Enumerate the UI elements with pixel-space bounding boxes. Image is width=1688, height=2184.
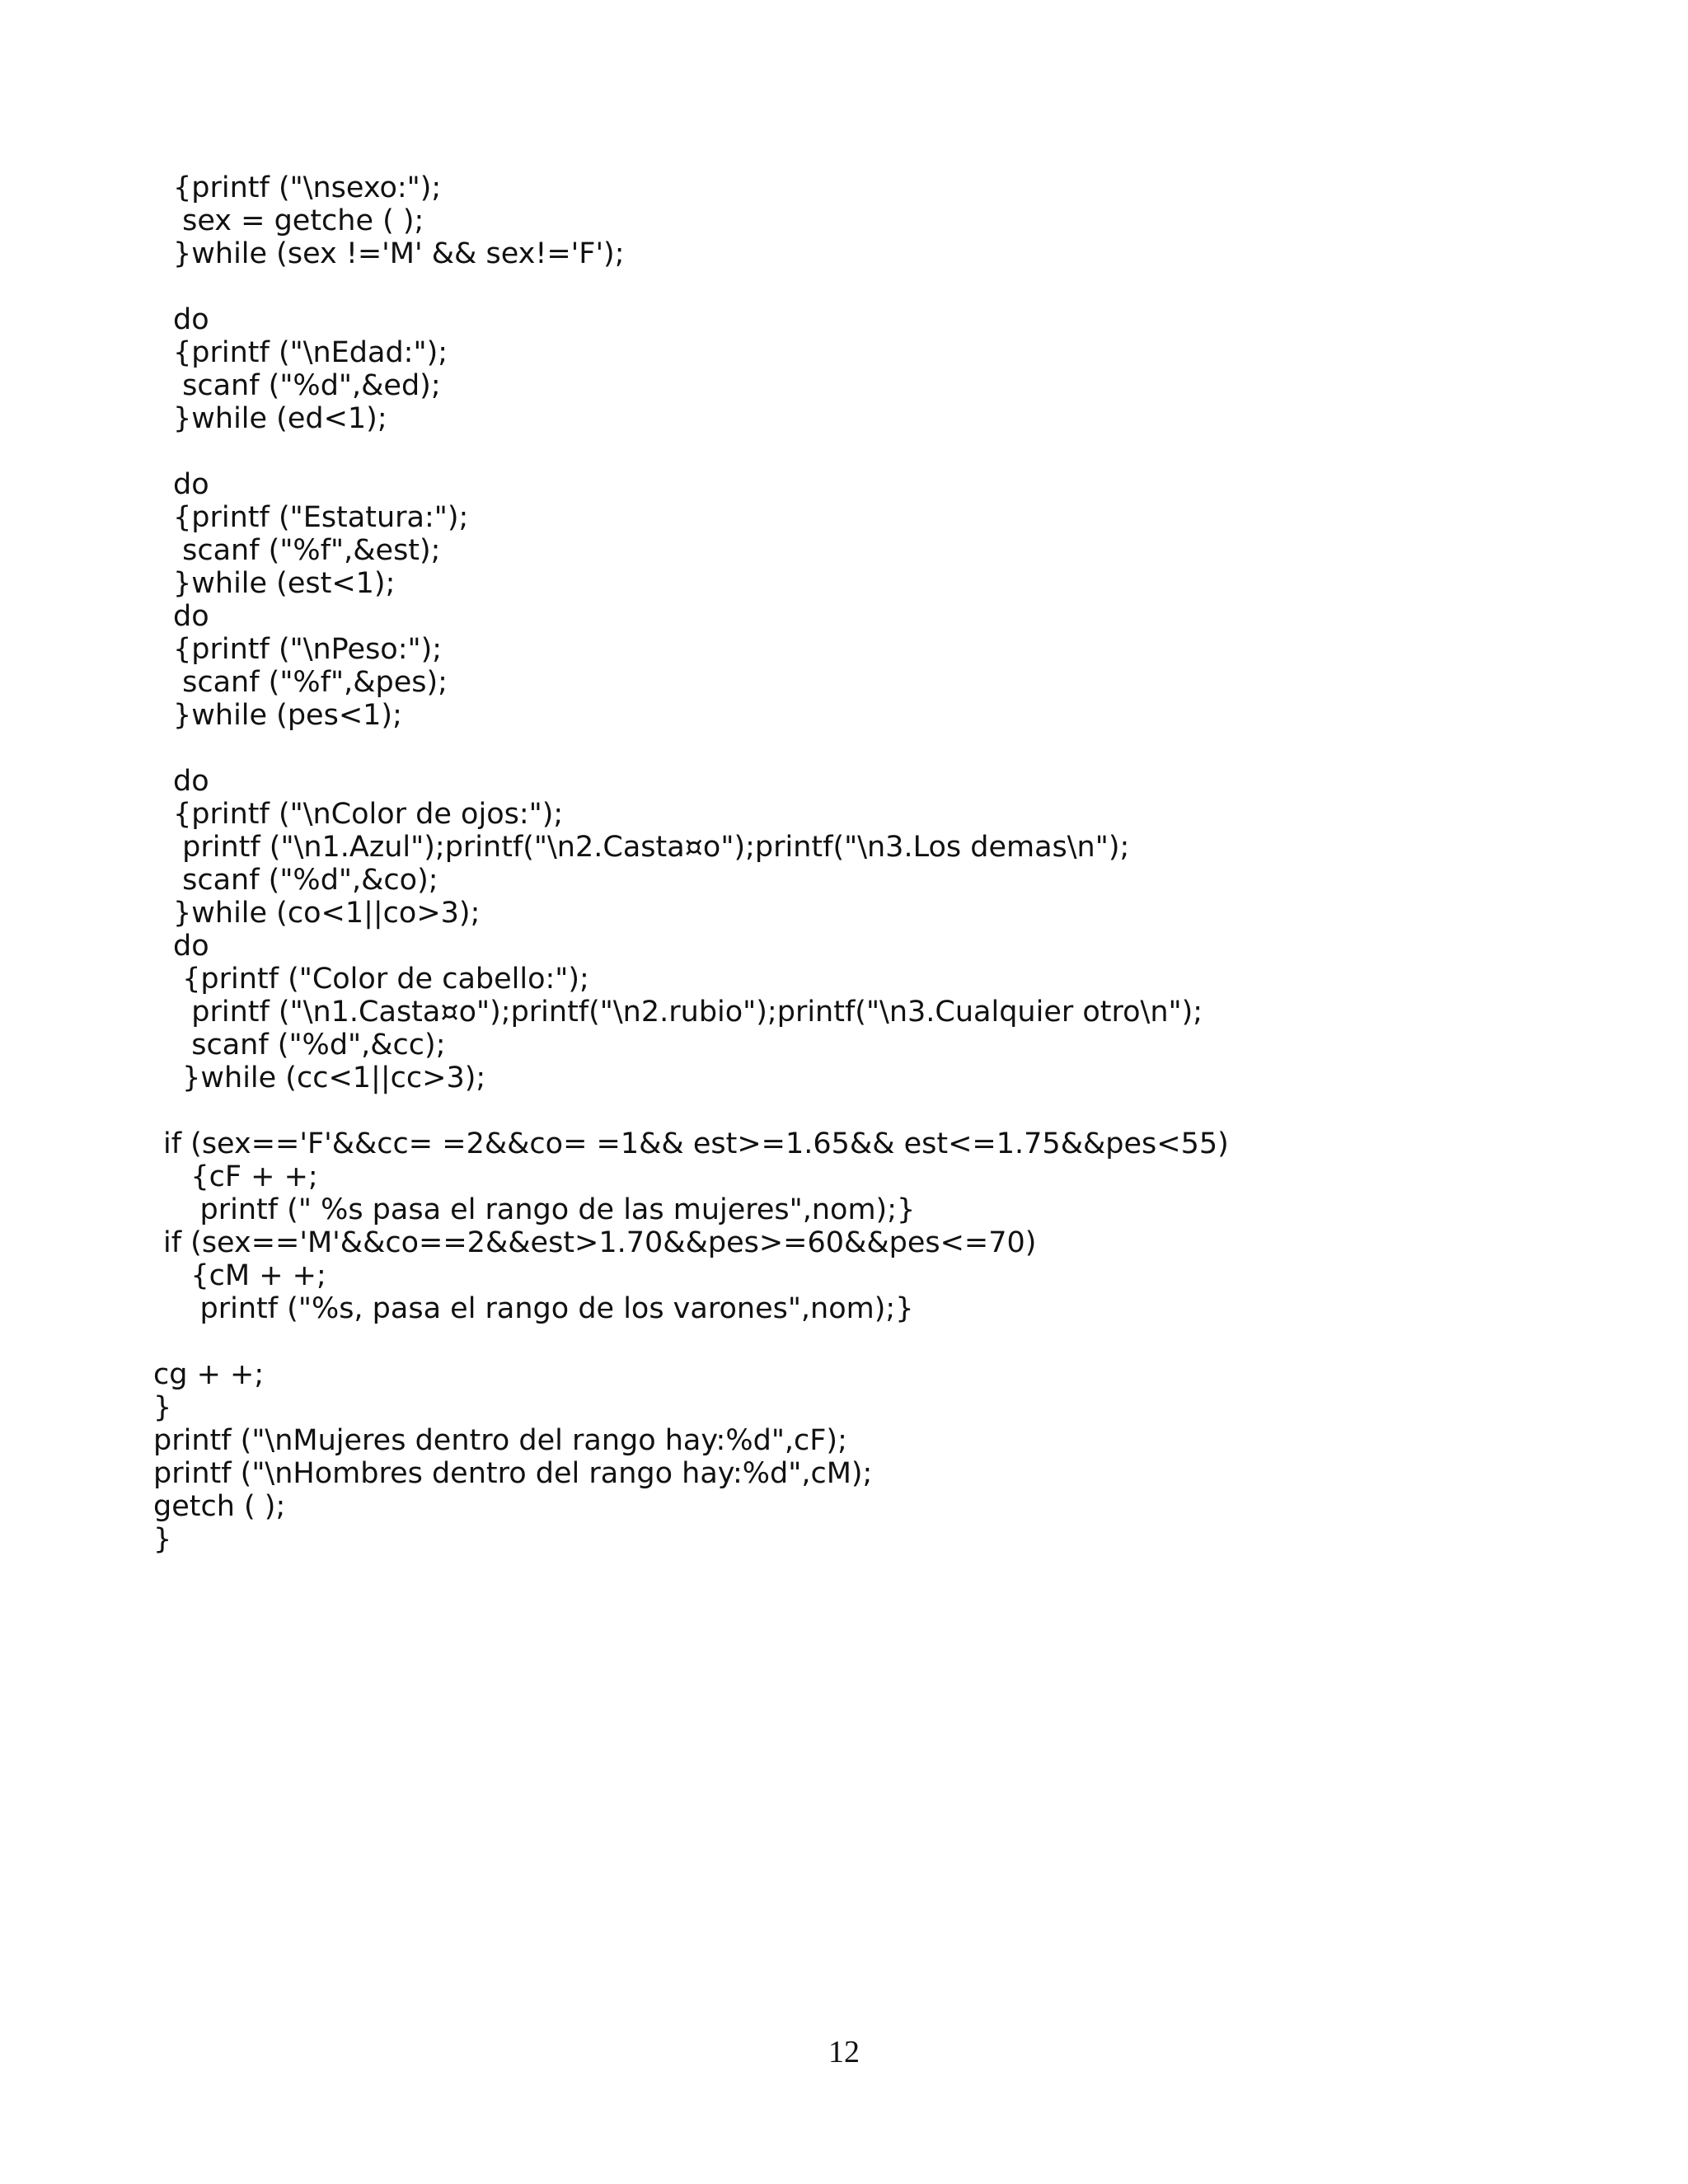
code-line: printf ("\nHombres dentro del rango hay:%d",cM); (153, 1457, 873, 1490)
code-line: scanf ("%d",&cc); (173, 1029, 446, 1062)
code-line: scanf ("%f",&est); (173, 534, 441, 567)
code-line: scanf ("%d",&ed); (173, 369, 441, 402)
code-line: }while (est<1); (173, 567, 396, 600)
code-line: printf ("\nMujeres dentro del rango hay:%d",cF); (153, 1424, 847, 1457)
code-line: {printf ("Estatura:"); (173, 501, 469, 534)
code-line: {printf ("Color de cabello:"); (173, 963, 589, 996)
code-line: do (173, 303, 209, 336)
code-line: {cF + +; (163, 1160, 318, 1193)
code-line: }while (pes<1); (173, 699, 402, 732)
code-line: }while (cc<1||cc>3); (173, 1062, 486, 1094)
code-line: } (153, 1391, 172, 1424)
code-line: }while (ed<1); (173, 402, 387, 435)
code-line: }while (sex !='M' && sex!='F'); (173, 237, 625, 270)
page-number: 12 (828, 2035, 860, 2069)
code-line: if (sex=='F'&&cc= =2&&co= =1&& est>=1.65&& est<=1.75&&pes<55) (163, 1127, 1229, 1160)
code-line: {printf ("\nsexo:"); (173, 171, 442, 204)
code-line: getch ( ); (153, 1490, 286, 1523)
code-line: } (153, 1523, 172, 1556)
code-line: sex = getche ( ); (173, 204, 424, 237)
code-line: scanf ("%d",&co); (173, 864, 438, 897)
code-line: scanf ("%f",&pes); (173, 666, 448, 699)
code-line: printf (" %s pasa el rango de las mujeres",nom);} (163, 1193, 916, 1226)
code-line: {printf ("\nColor de ojos:"); (173, 798, 564, 831)
code-line: do (173, 765, 209, 798)
code-line: if (sex=='M'&&co==2&&est>1.70&&pes>=60&&pes<=70) (163, 1226, 1037, 1259)
code-line: cg + +; (153, 1358, 265, 1391)
code-line: printf ("%s, pasa el rango de los varones",nom);} (163, 1292, 914, 1325)
code-line: {cM + +; (163, 1259, 326, 1292)
code-line: {printf ("\nEdad:"); (173, 336, 448, 369)
code-line: }while (co<1||co>3); (173, 897, 481, 930)
code-line: printf ("\n1.Casta¤o");printf("\n2.rubio");printf("\n3.Cualquier otro\n"); (173, 996, 1203, 1029)
code-line: do (173, 468, 209, 501)
code-line: do (173, 930, 209, 963)
code-line: do (173, 600, 209, 633)
code-line: {printf ("\nPeso:"); (173, 633, 443, 666)
code-line: printf ("\n1.Azul");printf("\n2.Casta¤o");printf("\n3.Los demas\n"); (173, 831, 1130, 864)
